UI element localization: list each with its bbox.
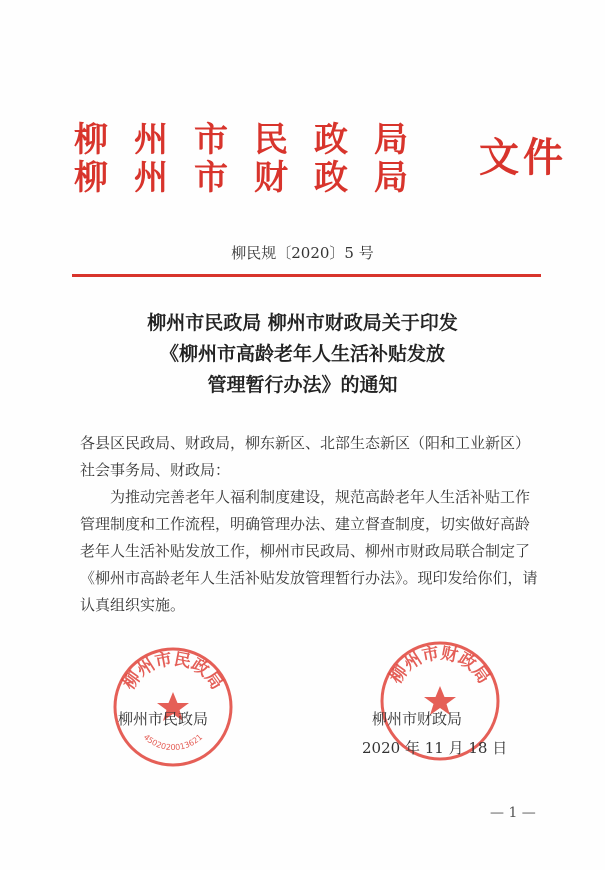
body-paragraph: 为推动完善老年人福利制度建设，规范高龄老年人生活补贴工作管理制度和工作流程，明确管理办法、建立督查制度，切实做好高龄老年人生活补贴发放工作，柳州市民政局、柳州市财政局联合制定了《柳州市高龄老年人生活补贴发放管理暂行办法》。现印发给你们，请认真组织实施。: [80, 488, 538, 614]
signer-1: 柳州市民政局: [118, 710, 209, 728]
page-number: — 1 —: [490, 805, 536, 821]
document-type-label: 文件: [479, 134, 567, 181]
addressee: 各县区民政局、财政局，柳东新区、北部生态新区（阳和工业新区）社会事务局、财政局：: [80, 434, 531, 479]
svg-text:4502020013621: [142, 732, 205, 752]
title-line-2: 《柳州市高龄老年人生活补贴发放: [159, 343, 445, 365]
issuer-line-1: 柳州市民政局: [74, 120, 434, 160]
seal-minzhengju-stamp: [108, 642, 238, 772]
title-line-3: 管理暂行办法》的通知: [207, 374, 398, 396]
seal-2-text: 柳州市财政局: [386, 643, 494, 688]
svg-text:柳州市民政局: [119, 648, 227, 693]
document-number: 柳民规〔2020〕5 号: [231, 244, 374, 262]
title-line-1: 柳州市民政局 柳州市财政局关于印发: [147, 312, 458, 334]
letterhead: [74, 118, 574, 198]
document-body: [80, 430, 540, 619]
red-divider-line: [72, 274, 541, 277]
seal-1-text: 柳州市民政局: [119, 649, 227, 694]
svg-text:柳州市财政局: [386, 642, 494, 687]
issue-date: 2020 年 11 月 18 日: [362, 739, 508, 757]
issuer-line-2: 柳州市财政局: [74, 158, 434, 198]
document-title: [60, 308, 545, 401]
signer-2: 柳州市财政局: [372, 710, 463, 728]
seal-1-code: 4502020013621: [141, 732, 205, 753]
